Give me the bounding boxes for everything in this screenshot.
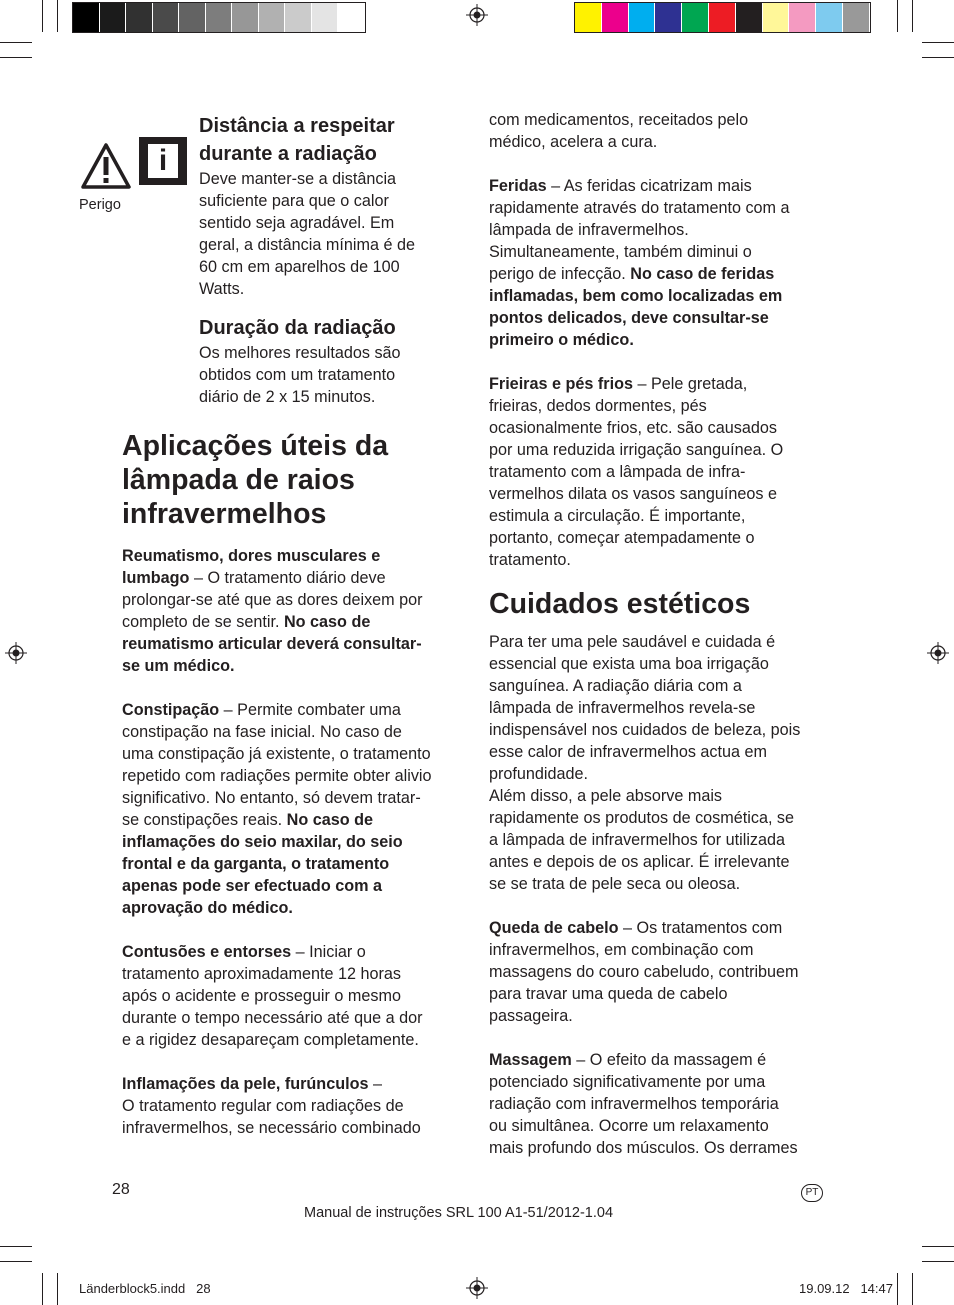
paragraph-line: significativo. No entanto, só devem tratar- (122, 789, 421, 807)
paragraph-line: Além disso, a pele absorve mais (489, 787, 723, 805)
paragraph-text: – Os tratamentos com (618, 919, 783, 937)
paragraph-line: lâmpada de infravermelhos revela-se (489, 699, 756, 717)
paragraph-bold: primeiro o médico. (489, 331, 634, 349)
paragraph-bold: pontos delicados, deve consultar-se (489, 309, 769, 327)
paragraph-line: Simultaneamente, também diminui o (489, 243, 752, 261)
color-swatch (285, 3, 312, 32)
paragraph-text: se constipações reais. (122, 811, 287, 829)
paragraph-bold: No caso de (286, 811, 374, 829)
paragraph-text: – O efeito da massagem é (571, 1051, 767, 1069)
paragraph-title: Inflamações da pele, furúnculos (122, 1075, 369, 1093)
paragraph-text: – O tratamento diário deve (189, 569, 386, 587)
paragraph-text: – Permite combater uma (219, 701, 401, 719)
color-swatch (338, 3, 365, 32)
crop-mark (0, 57, 32, 58)
paragraph-line: tratamento com a lâmpada de infra- (489, 463, 746, 481)
color-swatch (843, 3, 870, 32)
paragraph-line: portanto, começar atempadamente o (489, 529, 755, 547)
crop-mark (922, 1246, 954, 1247)
color-swatch (602, 3, 629, 32)
paragraph-line: passageira. (489, 1007, 573, 1025)
paragraph-line: tratamento aproximadamente 12 horas (122, 965, 401, 983)
paragraph-line: ocasionalmente frios, etc. são causados (489, 419, 777, 437)
paragraph-line: profundidade. (489, 765, 589, 783)
section-heading: Cuidados estéticos (489, 588, 751, 620)
section-heading: lâmpada de raios (122, 464, 355, 496)
crop-mark (912, 0, 913, 32)
paragraph-line: com medicamentos, receitados pelo (489, 111, 749, 129)
color-swatch (575, 3, 602, 32)
paragraph-bold: No caso de feridas (630, 265, 775, 283)
registration-mark-icon (5, 642, 27, 664)
paragraph-title: Massagem (489, 1051, 572, 1069)
crop-mark (42, 0, 43, 32)
paragraph-line: se se trata de pele seca ou oleosa. (489, 875, 741, 893)
paragraph-line: geral, a distância mínima é de (199, 236, 415, 254)
crop-mark (912, 1273, 913, 1305)
paragraph-line: radiação com infravermelhos temporária (489, 1095, 779, 1113)
paragraph-bold: se um médico. (122, 657, 235, 675)
paragraph-line: vermelhos dilata os vasos sanguíneos e (489, 485, 777, 503)
color-swatch (816, 3, 843, 32)
paragraph-line: diário de 2 x 15 minutos. (199, 388, 376, 406)
color-swatch (655, 3, 682, 32)
paragraph-text: prolongar-se até que as dores deixem por (122, 591, 423, 609)
paragraph-title: lumbago (122, 569, 190, 587)
file-name: Länderblock5.indd 28 (79, 1281, 211, 1296)
paragraph-title: Feridas (489, 177, 547, 195)
section-heading: infravermelhos (122, 498, 327, 530)
crop-mark (922, 1261, 954, 1262)
section-title: Duração da radiação (199, 317, 396, 339)
paragraph-bold: aprovação do médico. (122, 899, 293, 917)
color-swatch (73, 3, 100, 32)
paragraph-line: infravermelhos, em combinação com (489, 941, 754, 959)
paragraph-title: Queda de cabelo (489, 919, 619, 937)
color-swatch (629, 3, 656, 32)
paragraph-line: Deve manter-se a distância (199, 170, 397, 188)
paragraph-line: 60 cm em aparelhos de 100 (199, 258, 400, 276)
paragraph-line: Para ter uma pele saudável e cuidada é (489, 633, 776, 651)
process-color-bar (574, 2, 871, 33)
color-swatch (206, 3, 233, 32)
warning-triangle-icon (80, 142, 132, 190)
language-badge: PT (801, 1184, 823, 1202)
paragraph-text: perigo de infecção. (489, 265, 631, 283)
page-number: 28 (112, 1181, 130, 1198)
paragraph-bold: inflamações do seio maxilar, do seio (122, 833, 403, 851)
paragraph-line: constipação na fase inicial. No caso de (122, 723, 402, 741)
crop-mark (42, 1273, 43, 1305)
info-icon: i (139, 137, 187, 185)
paragraph-line: esse calor de infravermelhos actua em (489, 743, 768, 761)
paragraph-bold: inflamadas, bem como localizadas em (489, 287, 783, 305)
section-heading: Aplicações úteis da (122, 430, 389, 462)
date-time: 19.09.12 14:47 (799, 1281, 893, 1296)
paragraph-line: para travar uma queda de cabelo (489, 985, 728, 1003)
color-swatch (312, 3, 339, 32)
registration-mark-icon (466, 4, 488, 26)
paragraph-line: repetido com radiações permite obter alivio (122, 767, 432, 785)
paragraph-line: e a rigidez desapareçam completamente. (122, 1031, 419, 1049)
paragraph-line: médico, acelera a cura. (489, 133, 658, 151)
color-swatch (153, 3, 180, 32)
paragraph-bold: reumatismo articular deverá consultar- (122, 635, 422, 653)
crop-mark (0, 1246, 32, 1247)
paragraph-title: Constipação (122, 701, 220, 719)
paragraph-line: obtidos com um tratamento (199, 366, 396, 384)
paragraph-text: – As feridas cicatrizam mais (546, 177, 752, 195)
paragraph-line: estimula a circulação. É importante, (489, 507, 746, 525)
color-swatch (736, 3, 763, 32)
crop-mark (897, 1273, 898, 1305)
paragraph-title: Frieiras e pés frios (489, 375, 633, 393)
warning-label: Perigo (79, 197, 121, 213)
paragraph-line: indispensável nos cuidados de beleza, pois (489, 721, 801, 739)
paragraph-line: sentido seja agradável. Em (199, 214, 395, 232)
color-swatch (763, 3, 790, 32)
paragraph-line: suficiente para que o calor (199, 192, 389, 210)
crop-mark (57, 1273, 58, 1305)
paragraph-line: rapidamente os produtos de cosmética, se (489, 809, 795, 827)
paragraph-text: – Iniciar o (291, 943, 366, 961)
paragraph-line: mais profundo dos músculos. Os derrames (489, 1139, 798, 1157)
paragraph-line: tratamento. (489, 551, 571, 569)
paragraph-line: massagens do couro cabeludo, contribuem (489, 963, 799, 981)
color-swatch (709, 3, 736, 32)
color-swatch (259, 3, 286, 32)
paragraph-line: Watts. (199, 280, 245, 298)
paragraph-line: essencial que exista uma boa irrigação (489, 655, 769, 673)
paragraph-line: frieiras, dedos dormentes, pés (489, 397, 707, 415)
paragraph-line: infravermelhos, se necessário combinado (122, 1119, 421, 1137)
paragraph-line: O tratamento regular com radiações de (122, 1097, 404, 1115)
paragraph-line: lâmpada de infravermelhos. (489, 221, 689, 239)
crop-mark (0, 42, 32, 43)
paragraph-line: antes e depois de os aplicar. É irrelevante (489, 853, 790, 871)
paragraph-bold: No caso de (283, 613, 371, 631)
paragraph-line: após o acidente e prosseguir o mesmo (122, 987, 401, 1005)
color-swatch (179, 3, 206, 32)
color-swatch (100, 3, 127, 32)
crop-mark (922, 57, 954, 58)
color-swatch (682, 3, 709, 32)
color-swatch (232, 3, 259, 32)
paragraph-title: Reumatismo, dores musculares e (122, 547, 381, 565)
paragraph-line: rapidamente através do tratamento com a (489, 199, 790, 217)
color-swatch (126, 3, 153, 32)
paragraph-bold: frontal e da garganta, o tratamento (122, 855, 390, 873)
crop-mark (922, 42, 954, 43)
paragraph-text: – (368, 1075, 382, 1093)
crop-mark (0, 1261, 32, 1262)
paragraph-title: Contusões e entorses (122, 943, 292, 961)
paragraph-line: durante o tempo necessário até que a dor (122, 1009, 423, 1027)
section-title: Distância a respeitar (199, 115, 395, 137)
paragraph-line: sanguínea. A radiação diária com a (489, 677, 742, 695)
crop-mark (897, 0, 898, 32)
paragraph-line: uma constipação já existente, o tratamento (122, 745, 431, 763)
paragraph-line: Os melhores resultados são (199, 344, 401, 362)
distance-section (199, 112, 469, 408)
registration-mark-icon (927, 642, 949, 664)
color-swatch (789, 3, 816, 32)
section-title: durante a radiação (199, 143, 377, 165)
manual-reference: Manual de instruções SRL 100 A1-51/2012-1.04 (304, 1205, 614, 1221)
paragraph-line: ou simultânea. Ocorre um relaxamento (489, 1117, 769, 1135)
grayscale-color-bar (72, 2, 366, 33)
paragraph-line: potenciado significativamente por uma (489, 1073, 766, 1091)
paragraph-text: – Pele gretada, (632, 375, 748, 393)
right-column (489, 109, 834, 1159)
left-column (122, 429, 462, 1139)
paragraph-line: a lâmpada de infravermelhos for utilizada (489, 831, 786, 849)
registration-mark-icon (466, 1277, 488, 1299)
paragraph-text: completo de se sentir. (122, 613, 284, 631)
paragraph-bold: apenas pode ser efectuado com a (122, 877, 382, 895)
crop-mark (57, 0, 58, 32)
paragraph-line: por uma reduzida irrigação sanguínea. O (489, 441, 784, 459)
